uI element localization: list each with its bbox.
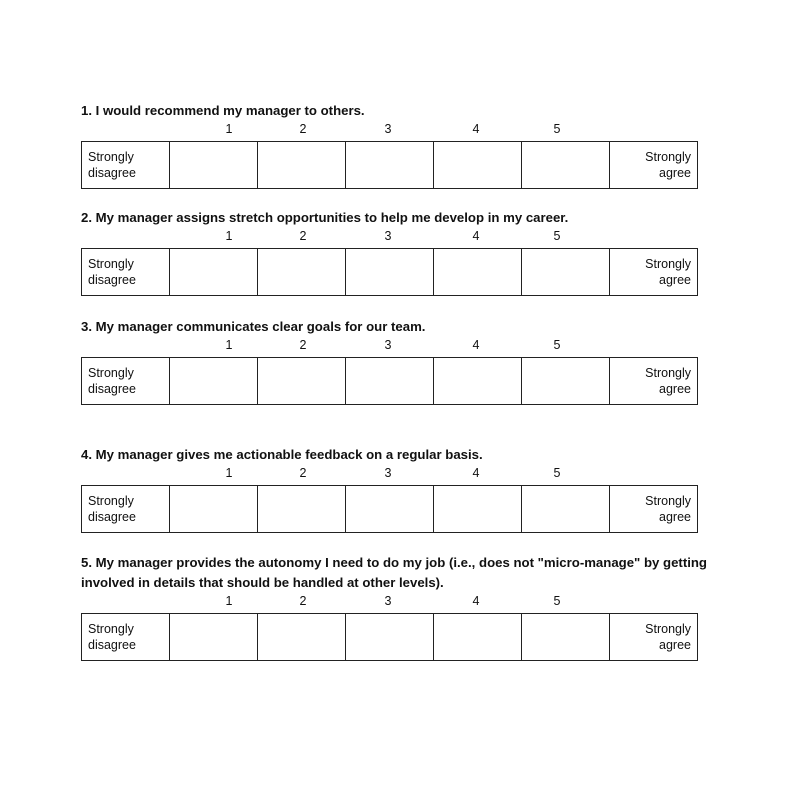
scale-label-5: 5 [553,466,561,480]
strongly-agree-label: Strongly agree [645,622,691,652]
rating-option-5[interactable] [522,486,610,532]
scale-label-3: 3 [384,466,392,480]
rating-row [81,613,698,661]
rating-option-2[interactable] [258,249,346,295]
strongly-agree-label: Strongly agree [645,150,691,180]
scale-label-4: 4 [472,338,480,352]
rating-option-4[interactable] [434,142,522,188]
rating-option-5[interactable] [522,249,610,295]
scale-label-1: 1 [225,229,233,243]
scale-label-1: 1 [225,594,233,608]
rating-row [81,248,698,296]
rating-option-3[interactable] [346,486,434,532]
rating-row [81,141,698,189]
strongly-disagree-label: Strongly disagree [82,614,170,660]
scale-label-2: 2 [299,229,307,243]
scale-label-5: 5 [553,229,561,243]
rating-option-4[interactable] [434,486,522,532]
strongly-agree-label: Strongly agree [645,494,691,524]
rating-row [81,485,698,533]
rating-option-1[interactable] [170,358,258,404]
question-2 [81,208,707,296]
rating-option-2[interactable] [258,142,346,188]
rating-option-1[interactable] [170,614,258,660]
scale-label-5: 5 [553,594,561,608]
strongly-disagree-label: Strongly disagree [82,249,170,295]
question-text: 3. My manager communicates clear goals for our team. [81,319,426,334]
rating-option-2[interactable] [258,614,346,660]
scale-label-4: 4 [472,466,480,480]
question-text: 1. I would recommend my manager to others. [81,103,365,118]
scale-label-4: 4 [472,229,480,243]
strongly-disagree-label: Strongly disagree [82,142,170,188]
rating-option-5[interactable] [522,614,610,660]
scale-numbers [81,465,707,485]
scale-label-2: 2 [299,594,307,608]
strongly-disagree-label: Strongly disagree [82,486,170,532]
scale-label-3: 3 [384,229,392,243]
question-3 [81,317,707,405]
scale-label-4: 4 [472,594,480,608]
rating-row [81,357,698,405]
scale-label-2: 2 [299,122,307,136]
strongly-agree-label: Strongly agree [645,257,691,287]
rating-option-5[interactable] [522,142,610,188]
question-text: 4. My manager gives me actionable feedback on a regular basis. [81,447,483,462]
scale-numbers [81,337,707,357]
strongly-disagree-label: Strongly disagree [82,358,170,404]
rating-option-2[interactable] [258,358,346,404]
rating-option-1[interactable] [170,249,258,295]
scale-label-5: 5 [553,122,561,136]
scale-label-1: 1 [225,338,233,352]
rating-option-1[interactable] [170,142,258,188]
question-5 [81,553,707,661]
question-text: 5. My manager provides the autonomy I need to do my job (i.e., does not "micro-manage" by getting involved in details that should be handled at other levels). [81,555,707,590]
scale-label-3: 3 [384,338,392,352]
rating-option-4[interactable] [434,614,522,660]
scale-label-1: 1 [225,122,233,136]
scale-label-2: 2 [299,338,307,352]
scale-label-3: 3 [384,122,392,136]
rating-option-2[interactable] [258,486,346,532]
scale-label-1: 1 [225,466,233,480]
rating-option-4[interactable] [434,358,522,404]
rating-option-4[interactable] [434,249,522,295]
rating-option-5[interactable] [522,358,610,404]
scale-label-3: 3 [384,594,392,608]
question-text: 2. My manager assigns stretch opportunities to help me develop in my career. [81,210,569,225]
rating-option-3[interactable] [346,358,434,404]
scale-numbers [81,228,707,248]
rating-option-1[interactable] [170,486,258,532]
scale-label-5: 5 [553,338,561,352]
scale-label-2: 2 [299,466,307,480]
rating-option-3[interactable] [346,249,434,295]
strongly-agree-label: Strongly agree [645,366,691,396]
rating-option-3[interactable] [346,614,434,660]
scale-numbers [81,121,707,141]
question-4 [81,445,707,533]
question-1 [81,101,707,189]
rating-option-3[interactable] [346,142,434,188]
scale-numbers [81,593,707,613]
scale-label-4: 4 [472,122,480,136]
